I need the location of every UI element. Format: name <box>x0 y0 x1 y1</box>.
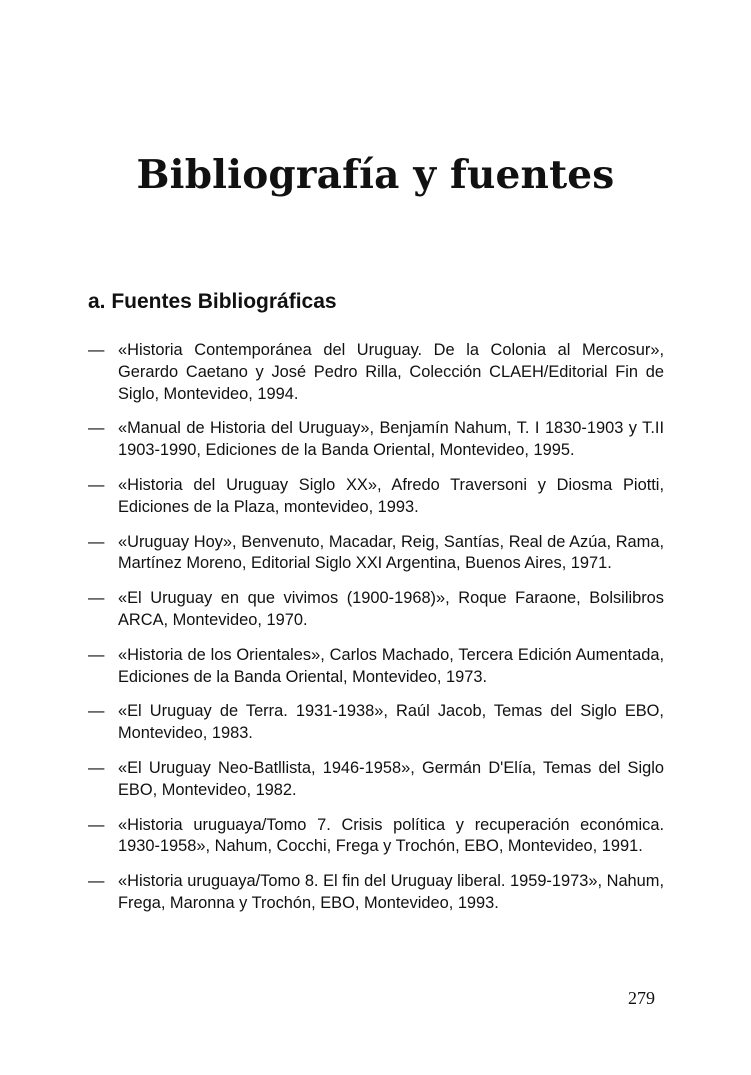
entry-dash: — <box>88 419 105 438</box>
entry-text: «Historia Contemporánea del Uruguay. De la Colonia al Mercosur», Gerardo Caetano y José Pedro Rilla, Colección CLAEH/Editorial Fin de Siglo, Montevideo, 1994. <box>118 341 664 403</box>
entry-text: «Historia uruguaya/Tomo 8. El fin del Uruguay liberal. 1959-1973», Nahum, Frega, Maronna y Trochón, EBO, Montevideo, 1993. <box>118 872 664 912</box>
bibliography-entry <box>88 871 664 915</box>
bibliography-entry <box>88 758 664 802</box>
entry-dash: — <box>88 341 105 359</box>
entry-dash: — <box>88 872 105 891</box>
bibliography-entry <box>88 701 664 745</box>
entry-text: «Historia del Uruguay Siglo XX», Afredo Traversoni y Diosma Piotti, Ediciones de la Plaza, montevideo, 1993. <box>118 475 664 516</box>
bibliography-entry <box>88 340 664 405</box>
bibliography-entry <box>88 475 664 519</box>
entry-text: «Uruguay Hoy», Benvenuto, Macadar, Reig, Santías, Real de Azúa, Rama, Martínez Moreno, Editorial Siglo XXI Argentina, Buenos Aires, 1971. <box>118 532 664 573</box>
bibliography-entry <box>88 815 664 859</box>
page-number: 279 <box>628 988 655 1008</box>
entry-text: «Historia uruguaya/Tomo 7. Crisis política y recuperación económica. 1930-1958», Nahum, Cocchi, Frega y Trochón, EBO, Montevideo, 1991. <box>118 815 664 856</box>
entry-dash: — <box>88 475 105 494</box>
bibliography-list <box>88 340 664 928</box>
entry-text: «El Uruguay Neo-Batllista, 1946-1958», Germán D'Elía, Temas del Siglo EBO, Montevideo, 1982. <box>118 758 664 799</box>
entry-text: «Manual de Historia del Uruguay», Benjamín Nahum, T. I 1830-1903 y T.II 1903-1990, Ediciones de la Banda Oriental, Montevideo, 1995. <box>118 419 664 460</box>
entry-dash: — <box>88 702 105 721</box>
entry-text: «El Uruguay en que vivimos (1900-1968)», Roque Faraone, Bolsilibros ARCA, Montevideo, 1970. <box>118 589 664 629</box>
section-heading: a. Fuentes Bibliográficas <box>88 290 337 313</box>
entry-dash: — <box>88 532 105 551</box>
entry-dash: — <box>88 758 105 777</box>
bibliography-entry <box>88 418 664 462</box>
bibliography-entry <box>88 588 664 632</box>
entry-dash: — <box>88 589 105 608</box>
page-title: Bibliografía y fuentes <box>136 152 615 198</box>
entry-text: «El Uruguay de Terra. 1931-1938», Raúl Jacob, Temas del Siglo EBO, Montevideo, 1983. <box>118 702 664 743</box>
entry-text: «Historia de los Orientales», Carlos Machado, Tercera Edición Aumentada, Ediciones de la Banda Oriental, Montevideo, 1973. <box>118 645 664 686</box>
entry-dash: — <box>88 645 105 664</box>
bibliography-entry <box>88 532 664 576</box>
entry-dash: — <box>88 815 105 834</box>
bibliography-entry <box>88 645 664 689</box>
